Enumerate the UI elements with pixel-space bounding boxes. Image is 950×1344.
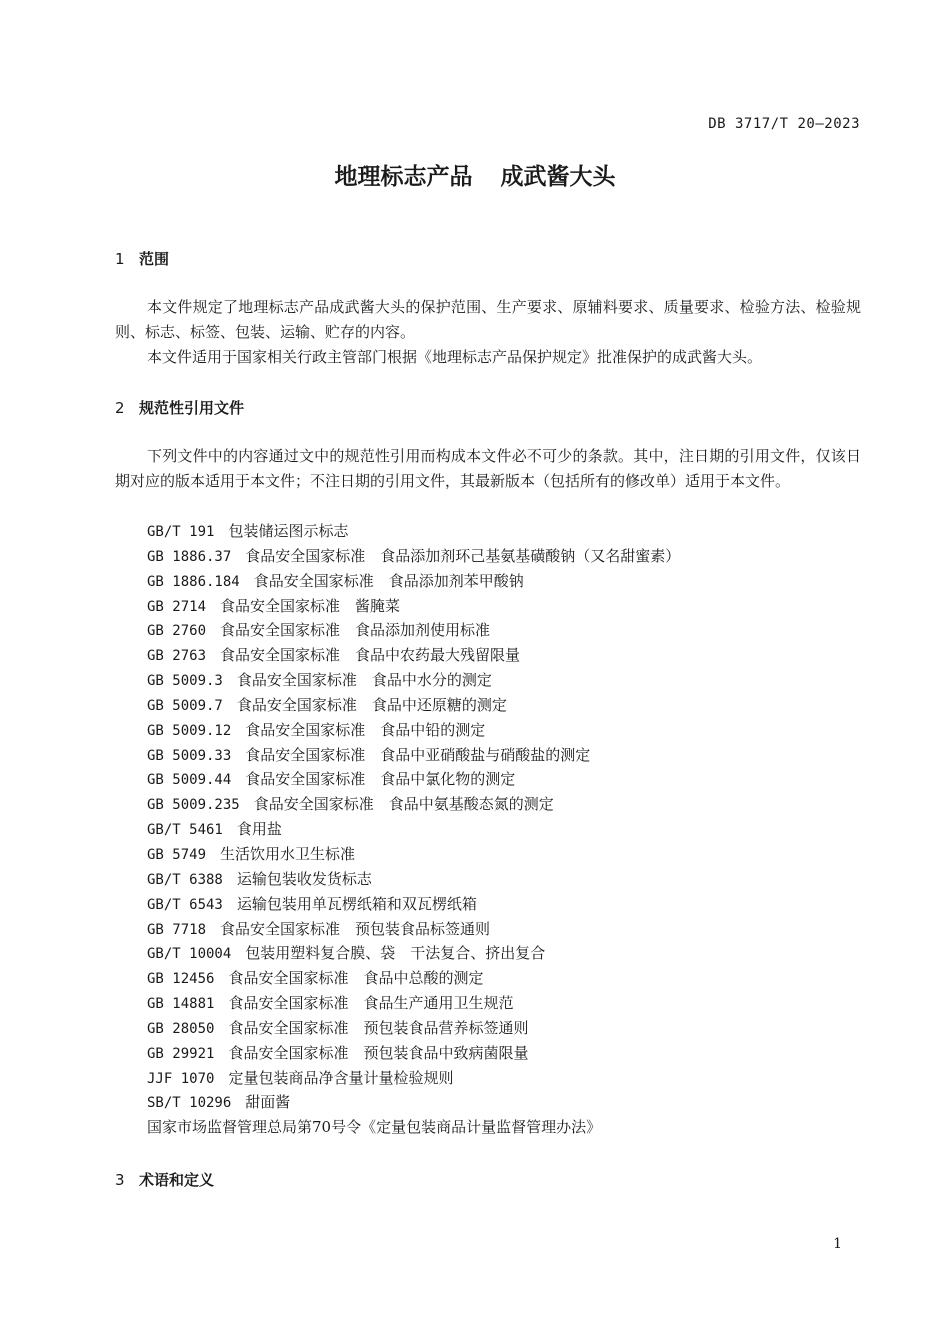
reference-code: JJF 1070	[147, 1070, 215, 1087]
title-part-1: 地理标志产品	[334, 164, 473, 190]
reference-title: 食品安全国家标准 食品生产通用卫生规范	[228, 994, 514, 1013]
page-number: 1	[833, 1236, 842, 1252]
reference-title: 食品安全国家标准 食品中亚硝酸盐与硝酸盐的测定	[245, 745, 591, 764]
title-part-2: 成武酱大头	[500, 164, 616, 190]
reference-list	[147, 519, 680, 1140]
reference-title: 食品安全国家标准 食品添加剂环己基氨基磺酸钠（又名甜蜜素）	[245, 546, 681, 565]
reference-title: 食品安全国家标准 食品添加剂苯甲酸钠	[253, 571, 524, 590]
reference-title: 甜面酱	[245, 1093, 291, 1112]
section-number: 3	[115, 1171, 125, 1189]
reference-code: GB/T 191	[147, 524, 215, 540]
reference-item	[147, 618, 680, 643]
reference-code: GB 2760	[147, 623, 207, 640]
section-number: 2	[115, 399, 125, 417]
reference-code: GB 5009.3	[147, 673, 223, 690]
reference-code: GB/T 10004	[147, 946, 232, 963]
reference-item	[147, 917, 680, 942]
reference-title: 包装储运图示标志	[228, 522, 349, 540]
reference-title: 食品安全国家标准 食品中总酸的测定	[228, 969, 484, 988]
reference-code: GB 29921	[147, 1045, 215, 1062]
reference-item	[147, 569, 680, 594]
reference-title: 运输包装用单瓦楞纸箱和双瓦楞纸箱	[236, 894, 477, 913]
reference-code: GB 5009.12	[147, 722, 232, 739]
reference-code: GB 7718	[147, 921, 207, 938]
reference-title: 国家市场监督管理总局第70号令《定量包装商品计量监督管理办法》	[147, 1118, 602, 1137]
reference-title: 食品安全国家标准 预包装食品标签通则	[220, 919, 491, 938]
reference-code: GB 5009.44	[147, 772, 232, 789]
reference-item	[147, 842, 680, 867]
document-title	[0, 158, 950, 191]
reference-item	[147, 594, 680, 619]
reference-code: GB 2714	[147, 598, 207, 615]
reference-item	[147, 693, 680, 718]
reference-title: 运输包装收发货标志	[236, 869, 372, 888]
reference-item	[147, 867, 680, 892]
reference-item	[147, 668, 680, 693]
reference-code: GB 5009.235	[147, 797, 240, 814]
reference-code: GB 1886.37	[147, 548, 232, 565]
section-title: 术语和定义	[139, 1171, 215, 1189]
reference-code: GB 1886.184	[147, 573, 240, 590]
reference-code: GB 5749	[147, 846, 207, 863]
document-code: DB 3717/T 20—2023	[708, 116, 860, 132]
reference-item	[147, 643, 680, 668]
reference-code: GB 5009.33	[147, 747, 232, 764]
reference-code: GB 28050	[147, 1020, 215, 1037]
reference-item	[147, 767, 680, 792]
reference-item	[147, 519, 680, 544]
reference-code: GB/T 6543	[147, 896, 223, 913]
scope-paragraph-1: 本文件规定了地理标志产品成武酱大头的保护范围、生产要求、原辅料要求、质量要求、检验方法、检验规则、标志、标签、包装、运输、贮存的内容。	[115, 298, 861, 341]
reference-code: GB 14881	[147, 996, 215, 1013]
reference-code: GB/T 5461	[147, 822, 223, 839]
reference-title: 定量包装商品净含量计量检验规则	[228, 1068, 454, 1087]
normative-intro: 下列文件中的内容通过文中的规范性引用而构成本文件必不可少的条款。其中，注日期的引用文件，仅该日期对应的版本适用于本文件；不注日期的引用文件，其最新版本（包括所有的修改单）适用于本文件。	[115, 447, 861, 490]
reference-title: 食品安全国家标准 预包装食品中致病菌限量	[228, 1043, 529, 1062]
reference-item	[147, 718, 680, 743]
reference-item	[147, 1115, 680, 1140]
reference-code: GB 5009.7	[147, 697, 223, 714]
section-2-heading	[115, 397, 244, 418]
reference-item	[147, 817, 680, 842]
reference-item	[147, 966, 680, 991]
reference-title: 食品安全国家标准 食品中氯化物的测定	[245, 770, 516, 789]
reference-title: 食品安全国家标准 食品中铅的测定	[245, 720, 486, 739]
section-1-heading	[115, 248, 169, 269]
reference-title: 食品安全国家标准 预包装食品营养标签通则	[228, 1018, 529, 1037]
reference-code: GB/T 6388	[147, 871, 223, 888]
reference-title: 食品安全国家标准 食品添加剂使用标准	[220, 621, 491, 640]
reference-title: 食品安全国家标准 食品中水分的测定	[236, 671, 492, 690]
reference-title: 食用盐	[236, 820, 282, 839]
reference-title: 食品安全国家标准 食品中氨基酸态氮的测定	[253, 795, 554, 814]
reference-title: 食品安全国家标准 酱腌菜	[220, 596, 401, 615]
reference-code: GB 12456	[147, 971, 215, 988]
reference-item	[147, 1041, 680, 1066]
section-title: 范围	[139, 250, 170, 268]
reference-item	[147, 892, 680, 917]
section-number: 1	[115, 250, 125, 268]
reference-item	[147, 941, 680, 966]
reference-item	[147, 1090, 680, 1115]
reference-item	[147, 544, 680, 569]
reference-title: 食品安全国家标准 食品中农药最大残留限量	[220, 646, 521, 665]
section-3-heading	[115, 1169, 214, 1190]
reference-item	[147, 743, 680, 768]
reference-title: 生活饮用水卫生标准	[220, 844, 356, 863]
reference-code: SB/T 10296	[147, 1095, 232, 1112]
reference-item	[147, 1066, 680, 1091]
reference-code: GB 2763	[147, 648, 207, 665]
section-title: 规范性引用文件	[139, 399, 245, 417]
reference-title: 包装用塑料复合膜、袋 干法复合、挤出复合	[245, 944, 546, 963]
reference-title: 食品安全国家标准 食品中还原糖的测定	[236, 695, 507, 714]
reference-item	[147, 1016, 680, 1041]
reference-item	[147, 792, 680, 817]
scope-paragraph-2: 本文件适用于国家相关行政主管部门根据《地理标志产品保护规定》批准保护的成武酱大头。	[147, 348, 763, 366]
reference-item	[147, 991, 680, 1016]
